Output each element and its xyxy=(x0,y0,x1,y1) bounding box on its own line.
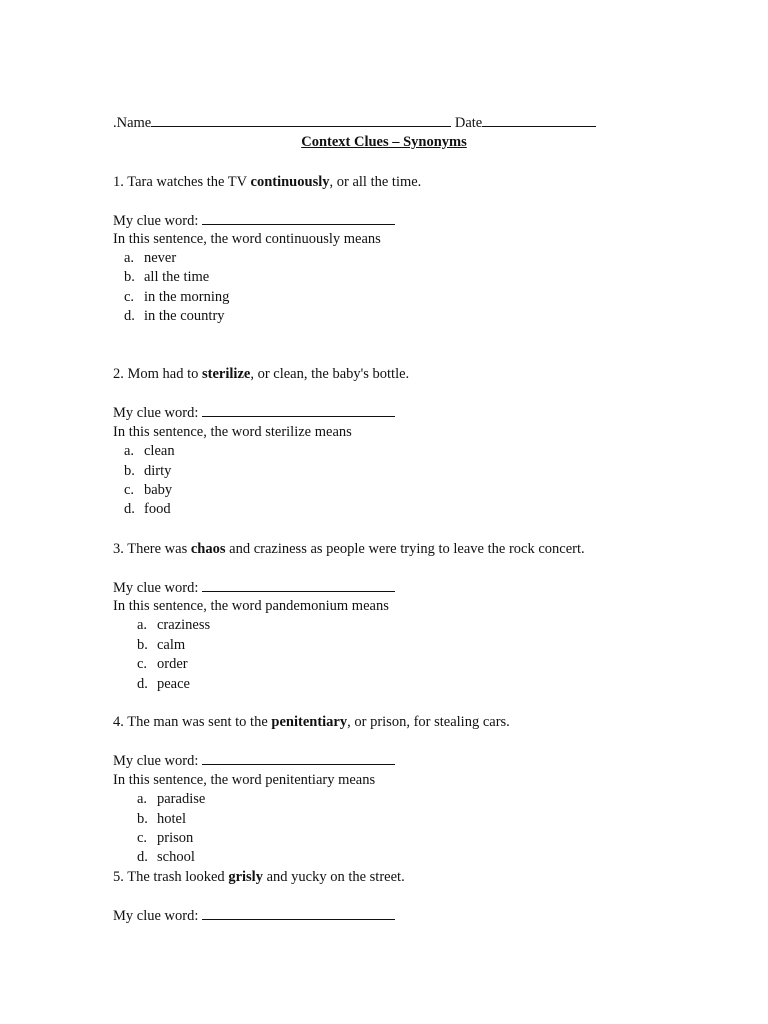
clue-label: My clue word: xyxy=(113,580,199,596)
question-4-target-word: penitentiary xyxy=(271,714,348,730)
clue-label: My clue word: xyxy=(113,753,199,769)
question-2-option-a[interactable]: a. clean xyxy=(124,443,175,459)
worksheet-title: Context Clues – Synonyms xyxy=(301,134,467,150)
question-2-prompt: In this sentence, the word sterilize means xyxy=(113,424,352,440)
question-1-option-d[interactable]: d. in the country xyxy=(124,308,225,324)
clue-label: My clue word: xyxy=(113,908,199,924)
question-1-option-b[interactable]: b. all the time xyxy=(124,269,210,285)
question-2-sentence: 2. Mom had to sterilize, or clean, the baby's bottle. xyxy=(113,366,410,382)
question-4-option-a[interactable]: a. paradise xyxy=(137,791,206,807)
question-1-sentence: 1. Tara watches the TV continuously, or all the time. xyxy=(113,174,422,190)
header-line xyxy=(113,94,596,134)
clue-label: My clue word: xyxy=(113,213,199,229)
question-2-option-c[interactable]: c. baby xyxy=(124,482,173,498)
question-2-option-b[interactable]: b. dirty xyxy=(124,463,172,479)
question-1-option-a[interactable]: a. never xyxy=(124,250,177,266)
question-2-target-word: sterilize xyxy=(202,366,251,382)
question-5-sentence: 5. The trash looked grisly and yucky on the street. xyxy=(113,869,405,885)
question-5-clue-line xyxy=(113,906,395,926)
question-3-clue-line xyxy=(113,578,395,598)
question-4-clue-field[interactable] xyxy=(202,751,395,765)
question-1-prompt: In this sentence, the word continuously means xyxy=(113,231,381,247)
question-2-clue-field[interactable] xyxy=(202,403,395,417)
question-1-option-c[interactable]: c. in the morning xyxy=(124,289,230,305)
question-4-sentence: 4. The man was sent to the penitentiary, or prison, for stealing cars. xyxy=(113,714,510,730)
question-1-clue-field[interactable] xyxy=(202,211,395,225)
question-3-prompt: In this sentence, the word pandemonium means xyxy=(113,598,389,614)
question-4-option-c[interactable]: c. prison xyxy=(137,830,194,846)
question-5-clue-field[interactable] xyxy=(202,906,395,920)
question-3-option-b[interactable]: b. calm xyxy=(137,637,186,653)
question-3-option-a[interactable]: a. craziness xyxy=(137,617,211,633)
question-3-sentence: 3. There was chaos and craziness as people were trying to leave the rock concert. xyxy=(113,541,585,557)
question-4-option-b[interactable]: b. hotel xyxy=(137,811,186,827)
question-4-clue-line xyxy=(113,751,395,771)
question-3-option-d[interactable]: d. peace xyxy=(137,676,190,692)
date-field[interactable] xyxy=(482,113,596,127)
name-field[interactable] xyxy=(151,113,451,127)
question-3-target-word: chaos xyxy=(190,541,226,557)
question-1-clue-line xyxy=(113,211,395,231)
clue-label: My clue word: xyxy=(113,405,199,421)
question-5-target-word: grisly xyxy=(228,869,263,885)
question-2-clue-line xyxy=(113,403,395,423)
question-3-clue-field[interactable] xyxy=(202,578,395,592)
question-1-target-word: continuously xyxy=(250,174,330,190)
question-3-option-c[interactable]: c. order xyxy=(137,656,188,672)
date-label: Date xyxy=(454,115,483,132)
question-4-option-d[interactable]: d. school xyxy=(137,849,195,865)
question-2-option-d[interactable]: d. food xyxy=(124,501,171,517)
question-4-prompt: In this sentence, the word penitentiary means xyxy=(113,772,376,788)
name-label: .Name xyxy=(113,115,152,132)
